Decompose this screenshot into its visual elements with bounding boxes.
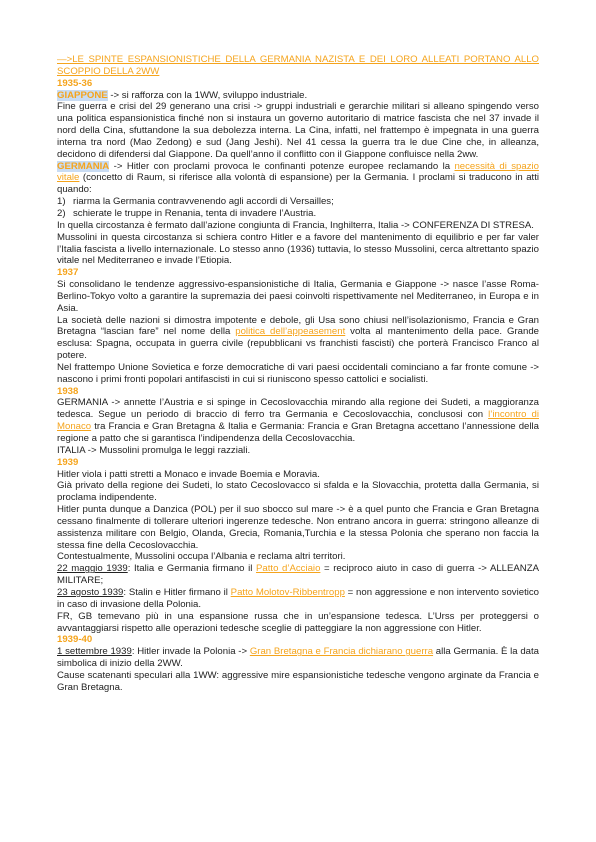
paragraph-albania: Contestualmente, Mussolini occupa l’Albania e reclama altri territori.	[57, 551, 346, 563]
paragraph-cause: Cause scatenanti speculari alla 1WW: aggressive mire espansionistiche tedesche vengono arginate da Francia e Gran Bretagna.	[57, 669, 539, 693]
paragraph-mussolini-etiopia: Mussolini in questa circostanza si schiera contro Hitler e a favore del mantenimento di equilibrio e per far valer l’Italia fascista a livello internazionale. Lo stesso anno (1936) tuttavia, lo stesso Mussolini, cerca altrettanto spazio vitale nel Mediterraneo e invade l’Etiopia.	[57, 231, 539, 267]
paragraph-leggi-razziali: ITALIA -> Mussolini promulga le leggi razziali.	[57, 444, 251, 456]
highlight-giappone: GIAPPONE	[57, 89, 108, 101]
paragraph-appeasement: La società delle nazioni si dimostra impotente e debole, gli Usa sono chiusi nell’isolazionismo, Francia e Gran Bretagna “lascian fare” nel nome della politica dell’appeasement volta al mantenimento della pace. Grande esclusa: Spagna, occupata in guerra civile (repubblicani vs franchisti fascisti) che porterà Francisco Franco al potere.	[57, 314, 539, 362]
highlight-germania: GERMANIA	[57, 160, 110, 172]
paragraph-asse: Si consolidano le tendenze aggressivo-espansionistiche di Italia, Germania e Giappone -> nasce l’asse Roma-Berlino-Tokyo volto a garantire la supremazia dei paesi coinvolti rispettivamente nel Mediterraneo, in Europa e in Asia.	[57, 279, 539, 314]
paragraph-giappone-intro: GIAPPONE -> si rafforza con la 1WW, sviluppo industriale.	[57, 89, 308, 101]
list-item: 1) riarma la Germania contravvenendo agli accordi di Versailles;	[57, 196, 334, 208]
paragraph-invasione-polonia: 1 settembre 1939: Hitler invade la Polonia -> Gran Bretagna e Francia dichiarano guerra alla Germania. È la data simbolica di inizio della 2WW.	[57, 646, 540, 670]
paragraph-slovacchia: Già privato della regione dei Sudeti, lo stato Cecoslovacco si sfalda e la Slovacchia, protetta dalla Germania, si proclama indipendente.	[57, 480, 539, 504]
paragraph-boemia: Hitler viola i patti stretti a Monaco e invade Boemia e Moravia.	[57, 468, 320, 480]
section-heading-1937: 1937	[57, 267, 79, 279]
paragraph-molotov: 23 agosto 1939: Stalin e Hitler firmano il Patto Molotov-Ribbentropp = non aggressione e non intervento sovietico in caso di invasione della Polonia.	[57, 586, 540, 610]
section-heading-1935-36: 1935-36	[57, 77, 93, 89]
link-incontro-monaco[interactable]: l’incontro di Monaco	[57, 409, 539, 433]
paragraph-fronti-popolari: Nel frattempo Unione Sovietica e forze democratiche di vari paesi occidentali cominciano a far fronte comune -> nascono i primi fronti popolari antifascisti in cui si riuniscono spesso cattolici e socialisti.	[57, 361, 539, 385]
paragraph-giappone-crisis: Fine guerra e crisi del 29 generano una crisi -> gruppi industriali e gerarchie militari si alleano spingendo verso una politica espansionistica finché non si instaura un governo autoritario di matrice fascista che nel 37 invade il nord della Cina, sfuttandone la sua debolezza interna. La Cina, infatti, nel frattempo è impegnata in una guerra interna tra nord (Mao Zedong) e sud (Jang Jeshi). Nel 41 cessa la guerra tra le due Cine che, in alleanza, decidono di difendersi dal Giappone. Da quell’anno il conflitto con il Giappone confluisce nella 2ww.	[57, 101, 539, 160]
paragraph-stresa: In quella circostanza è fermato dall’azione congiunta di Francia, Inghilterra, Italia -> CONFERENZA DI STRESA.	[57, 219, 534, 231]
section-heading-1938: 1938	[57, 385, 79, 397]
date-22-maggio: 22 maggio 1939	[57, 563, 128, 575]
document-title: —>LE SPINTE ESPANSIONISTICHE DELLA GERMANIA NAZISTA E DEI LORO ALLEATI PORTANO ALLO SCOPPIO DELLA 2WW	[57, 54, 539, 77]
paragraph-sudeti: GERMANIA -> annette l’Austria e si spinge in Cecoslovacchia mirando alla regione dei Sudeti, a maggioranza tedesca. Segue un periodo di braccio di ferro tra Germania e Cecoslovacchia, conclusosi con l’incontro di Monaco tra Francia e Gran Bretagna & Italia e Germania: Francia e Gran Bretagna accettano l’annessione della regione a patto che si garantisca l’indipendenza della Cecoslovacchia.	[57, 397, 539, 444]
document-page	[57, 54, 539, 694]
section-heading-1939: 1939	[57, 456, 79, 468]
link-spazio-vitale[interactable]: necessità di spazio vitale	[57, 160, 539, 184]
link-appeasement[interactable]: politica dell’appeasement	[235, 326, 346, 338]
section-heading-1939-40: 1939-40	[57, 634, 93, 646]
paragraph-patto-acciaio: 22 maggio 1939: Italia e Germania firmano il Patto d’Acciaio = reciproco aiuto in caso di guerra -> ALLEANZA MILITARE;	[57, 563, 539, 587]
paragraph-danzica: Hitler punta dunque a Danzica (POL) per il suo sbocco sul mare -> è a quel punto che Francia e Gran Bretagna cessano finalmente di tollerare ulteriori ingerenze tedesche. Non entrano ancora in guerra: stringono alleanze di assistenza militare con Belgio, Olanda, Grecia, Romania,Turchia e la stessa Polonia che sperano non faccia la stessa fine della Cecoslovacchia.	[57, 504, 539, 551]
link-patto-acciaio[interactable]: Patto d’Acciaio	[256, 563, 321, 575]
link-patto-molotov[interactable]: Patto Molotov-Ribbentropp	[230, 586, 345, 598]
date-1-settembre: 1 settembre 1939	[57, 646, 132, 658]
paragraph-germania-intro: GERMANIA -> Hitler con proclami provoca le confinanti potenze europee reclamando la necessità di spazio vitale (concetto di Raum, si riferisce alla volontà di espansione) per la Germania. I proclami si traducono in atti quando:	[57, 160, 539, 196]
link-dichiarazione-guerra[interactable]: Gran Bretagna e Francia dichiarano guerra	[249, 646, 434, 658]
date-23-agosto: 23 agosto 1939	[57, 586, 124, 598]
paragraph-fr-gb: FR, GB temevano più in una espansione russa che in un’espansione tedesca. L’Urss per proteggersi o avvantaggiarsi rispetto alle operazioni tedesche sceglie di patteggiare la non aggressione con Hitler.	[57, 610, 539, 634]
list-item: 2) schierate le truppe in Renania, tenta di invadere l’Austria.	[57, 207, 317, 219]
